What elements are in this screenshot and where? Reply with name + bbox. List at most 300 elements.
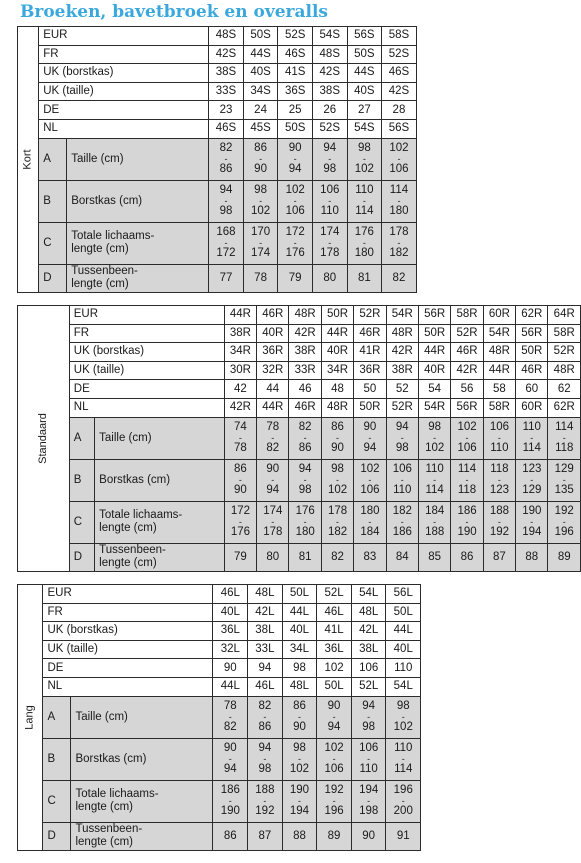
size-cell: 98 [282, 659, 317, 678]
size-system-label: FR [39, 45, 209, 64]
range-dash: - [293, 238, 297, 249]
measurement-letter: B [39, 180, 67, 222]
range-dash: - [297, 712, 301, 723]
size-cell: 44S [243, 45, 278, 64]
measurement-cell [213, 696, 248, 738]
range-dash: - [271, 517, 275, 528]
size-system-label: NL [69, 398, 224, 417]
size-cell: 56 [451, 380, 483, 399]
measurement-value: 98 [254, 184, 267, 197]
measurement-row [18, 138, 417, 180]
measurement-cell [516, 459, 548, 501]
range-dash: - [238, 433, 242, 444]
measurement-cell [386, 780, 421, 822]
measurement-cell [289, 501, 321, 543]
size-cell: 48R [289, 306, 321, 325]
measurement-cell [483, 501, 515, 543]
measurement-value: 83 [363, 550, 377, 563]
range-dash: - [224, 154, 228, 165]
size-cell: 46R [289, 398, 321, 417]
section-label [18, 27, 39, 293]
size-cell: 56R [451, 398, 483, 417]
size-cell: 42S [209, 45, 244, 64]
size-cell: 50L [282, 585, 317, 604]
measurement-cell [289, 417, 321, 459]
range-dash: - [397, 154, 401, 165]
measurement-value: 86 [298, 442, 312, 455]
measurement-value: 102 [285, 184, 305, 197]
range-dash: - [367, 754, 371, 765]
range-dash: - [238, 475, 242, 486]
size-cell: 26 [312, 101, 347, 120]
measurement-value: 129 [554, 463, 574, 476]
measurement-value: 176 [354, 226, 374, 239]
measurement-value: 82 [298, 421, 312, 434]
measurement-value: 186 [220, 784, 240, 797]
measurement-value: 82 [223, 721, 237, 734]
measurement-value: 86 [254, 142, 267, 155]
measurement-cell [347, 180, 382, 222]
measurement-cell [317, 696, 352, 738]
measurement-row [18, 822, 421, 850]
measurement-label: Borstkas (cm) [67, 180, 209, 222]
measurement-value: 102 [360, 463, 380, 476]
measurement-value: 98 [219, 205, 233, 218]
size-cell: 24 [243, 101, 278, 120]
measurement-value: 106 [285, 205, 305, 218]
measurement-cell [248, 738, 283, 780]
range-dash: - [497, 475, 501, 486]
measurement-cell [347, 264, 382, 292]
measurement-value: 188 [489, 505, 509, 518]
size-cell: 50R [418, 324, 450, 343]
size-row [18, 119, 417, 138]
measurement-value: 85 [428, 550, 442, 563]
measurement-value: 102 [289, 763, 310, 776]
measurement-value: 178 [327, 505, 348, 518]
measurement-cell [548, 417, 581, 459]
measurement-cell [243, 180, 278, 222]
size-cell: 33L [248, 640, 283, 659]
size-cell: 25 [278, 101, 313, 120]
size-cell: 48L [248, 585, 283, 604]
measurement-value: 98 [298, 484, 312, 497]
measurement-cell [278, 138, 313, 180]
size-cell: 94 [248, 659, 283, 678]
size-system-label: NL [39, 119, 209, 138]
range-dash: - [400, 433, 404, 444]
measurement-value: 78 [254, 271, 267, 284]
measurement-cell [257, 501, 289, 543]
measurement-value: 176 [230, 526, 250, 539]
section-name: Standaard [36, 412, 49, 464]
measurement-cell [483, 459, 515, 501]
size-cell: 40R [257, 324, 289, 343]
range-dash: - [238, 517, 242, 528]
measurement-value: 186 [392, 526, 412, 539]
measurement-cell [289, 543, 321, 571]
measurement-value: 98 [395, 442, 409, 455]
measurement-value: 94 [223, 763, 237, 776]
measurement-value: 80 [323, 271, 337, 284]
range-dash: - [362, 154, 366, 165]
measurement-label: Totale lichaams- lengte (cm) [67, 222, 209, 264]
measurement-value: 106 [324, 763, 344, 776]
measurement-cell [354, 417, 386, 459]
measurement-cell [516, 501, 548, 543]
range-dash: - [228, 796, 232, 807]
measurement-value: 114 [522, 442, 541, 455]
size-cell: 34S [243, 82, 278, 101]
measurement-cell [347, 222, 382, 264]
size-cell: 62 [548, 380, 581, 399]
measurement-value: 86 [258, 721, 272, 734]
measurement-cell [224, 501, 256, 543]
measurement-row [18, 696, 421, 738]
measurement-cell [351, 696, 386, 738]
size-cell: 46S [209, 119, 244, 138]
size-cell: 48S [312, 45, 347, 64]
size-cell: 58 [483, 380, 515, 399]
size-cell: 50S [243, 27, 278, 46]
measurement-value: 190 [457, 526, 477, 539]
measurement-cell [382, 264, 417, 292]
section-label [18, 585, 43, 851]
range-dash: - [397, 196, 401, 207]
range-dash: - [433, 517, 437, 528]
size-cell: 45S [243, 119, 278, 138]
size-cell: 48L [282, 677, 317, 696]
measurement-cell [282, 738, 317, 780]
size-cell: 48S [209, 27, 244, 46]
measurement-row [18, 738, 421, 780]
measurement-letter: B [69, 459, 94, 501]
range-dash: - [263, 796, 267, 807]
page-title: Broeken, bavetbroek en overalls [20, 2, 329, 22]
size-row [18, 64, 417, 83]
measurement-cell [321, 417, 353, 459]
size-cell: 46R [354, 324, 386, 343]
measurement-value: 102 [457, 421, 477, 434]
size-system-label: EUR [69, 306, 224, 325]
size-cell: 30R [224, 361, 256, 380]
size-row [18, 45, 417, 64]
measurement-value: 174 [250, 247, 271, 260]
range-dash: - [336, 475, 340, 486]
size-cell: 90 [213, 659, 248, 678]
range-dash: - [562, 517, 566, 528]
size-cell: 58R [483, 398, 515, 417]
measurement-value: 194 [522, 526, 542, 539]
size-cell: 52S [312, 119, 347, 138]
size-system-label: DE [39, 101, 209, 120]
size-cell: 33S [209, 82, 244, 101]
measurement-value: 192 [255, 805, 275, 818]
size-table-kort [17, 26, 417, 293]
measurement-value: 86 [460, 550, 474, 563]
range-dash: - [368, 475, 372, 486]
measurement-value: 82 [258, 700, 272, 713]
range-dash: - [336, 433, 340, 444]
measurement-value: 114 [389, 184, 409, 197]
measurement-cell [321, 501, 353, 543]
size-cell: 58R [548, 324, 581, 343]
measurement-value: 90 [362, 829, 376, 842]
measurement-value: 102 [393, 721, 413, 734]
measurement-value: 90 [327, 700, 341, 713]
size-cell: 58S [382, 27, 417, 46]
size-cell: 36S [278, 82, 313, 101]
measurement-value: 94 [298, 463, 312, 476]
measurement-value: 78 [223, 700, 237, 713]
measurement-cell [382, 138, 417, 180]
measurement-value: 102 [324, 742, 344, 755]
measurement-letter: B [43, 738, 71, 780]
size-cell: 38R [386, 361, 418, 380]
size-system-label: DE [69, 380, 224, 399]
measurement-cell [386, 822, 421, 850]
measurement-cell [386, 417, 418, 459]
measurement-value: 82 [266, 442, 280, 455]
measurement-value: 114 [457, 463, 477, 476]
measurement-value: 94 [288, 163, 302, 176]
size-cell: 52L [351, 677, 386, 696]
measurement-cell [243, 138, 278, 180]
measurement-label: Taille (cm) [67, 138, 209, 180]
measurement-value: 106 [457, 442, 477, 455]
size-cell: 44R [224, 306, 256, 325]
measurement-value: 98 [323, 163, 337, 176]
range-dash: - [530, 433, 534, 444]
measurement-value: 89 [557, 550, 571, 563]
size-system-label: UK (taille) [69, 361, 224, 380]
measurement-cell [354, 501, 386, 543]
measurement-cell [213, 780, 248, 822]
measurement-cell [418, 543, 450, 571]
measurement-cell [209, 222, 244, 264]
measurement-value: 178 [389, 226, 409, 239]
measurement-value: 110 [425, 463, 444, 476]
range-dash: - [297, 754, 301, 765]
measurement-value: 180 [354, 247, 374, 260]
measurement-cell [209, 180, 244, 222]
size-cell: 36L [317, 640, 352, 659]
size-cell: 56R [418, 306, 450, 325]
size-row [18, 398, 581, 417]
measurement-value: 77 [219, 271, 233, 284]
size-system-label: DE [43, 659, 213, 678]
size-cell: 48 [321, 380, 353, 399]
measurement-value: 110 [393, 484, 412, 497]
measurement-value: 90 [288, 142, 302, 155]
measurement-value: 86 [331, 421, 344, 434]
measurement-value: 172 [285, 226, 305, 239]
measurement-value: 190 [522, 505, 542, 518]
measurement-cell [451, 501, 483, 543]
size-cell: 54R [386, 306, 418, 325]
size-cell: 50L [317, 677, 352, 696]
measurement-value: 186 [457, 505, 477, 518]
size-cell: 48R [483, 343, 515, 362]
measurement-value: 114 [425, 484, 444, 497]
measurement-cell [418, 417, 450, 459]
size-system-label: UK (taille) [43, 640, 213, 659]
measurement-value: 194 [359, 784, 379, 797]
range-dash: - [497, 517, 501, 528]
range-dash: - [368, 517, 372, 528]
measurement-cell [354, 459, 386, 501]
measurement-value: 81 [357, 271, 371, 284]
size-cell: 48R [321, 398, 353, 417]
size-row [18, 101, 417, 120]
size-cell: 50R [516, 343, 548, 362]
size-cell: 54S [312, 27, 347, 46]
measurement-cell [386, 696, 421, 738]
range-dash: - [433, 475, 437, 486]
measurement-value: 78 [234, 442, 247, 455]
range-dash: - [328, 154, 332, 165]
size-cell: 50L [386, 603, 421, 622]
measurement-value: 110 [355, 184, 374, 197]
measurement-value: 106 [489, 421, 509, 434]
size-cell: 52S [278, 27, 313, 46]
size-cell: 44R [418, 343, 450, 362]
size-cell: 50S [278, 119, 313, 138]
size-cell: 27 [347, 101, 382, 120]
measurement-value: 82 [219, 142, 233, 155]
measurement-value: 123 [522, 463, 542, 476]
size-system-label: UK (borstkas) [69, 343, 224, 362]
measurement-cell [321, 543, 353, 571]
size-cell: 52L [317, 585, 352, 604]
measurement-cell [354, 543, 386, 571]
size-cell: 46L [317, 603, 352, 622]
measurement-row [18, 264, 417, 292]
size-cell: 36L [213, 622, 248, 641]
measurement-cell [243, 222, 278, 264]
size-system-label: EUR [39, 27, 209, 46]
measurement-value: 114 [355, 205, 374, 218]
size-cell: 23 [209, 101, 244, 120]
measurement-value: 192 [324, 784, 344, 797]
measurement-value: 110 [320, 205, 339, 218]
measurement-cell [386, 459, 418, 501]
measurement-value: 180 [389, 205, 409, 218]
range-dash: - [401, 796, 405, 807]
measurement-letter: C [39, 222, 67, 264]
range-dash: - [228, 754, 232, 765]
measurement-cell [516, 543, 548, 571]
range-dash: - [362, 196, 366, 207]
measurement-cell [312, 180, 347, 222]
size-system-label: FR [69, 324, 224, 343]
size-cell: 40L [386, 640, 421, 659]
range-dash: - [530, 475, 534, 486]
measurement-cell [282, 780, 317, 822]
size-row [18, 27, 417, 46]
measurement-cell [282, 822, 317, 850]
measurement-row [18, 543, 581, 571]
measurement-value: 81 [298, 550, 312, 563]
range-dash: - [259, 154, 263, 165]
size-cell: 42R [386, 343, 418, 362]
size-cell: 62R [516, 306, 548, 325]
measurement-value: 88 [293, 829, 306, 842]
size-cell: 34R [321, 361, 353, 380]
size-cell: 42L [351, 622, 386, 641]
size-cell: 41R [354, 343, 386, 362]
measurement-letter: C [43, 780, 71, 822]
measurement-letter: C [69, 501, 94, 543]
measurement-cell [257, 459, 289, 501]
size-cell: 42R [451, 361, 483, 380]
size-cell: 44R [483, 361, 515, 380]
size-cell: 46R [451, 343, 483, 362]
measurement-value: 182 [389, 247, 409, 260]
measurement-cell [548, 543, 581, 571]
measurement-value: 94 [363, 442, 377, 455]
measurement-value: 190 [220, 805, 240, 818]
measurement-value: 118 [457, 484, 477, 497]
size-cell: 50R [321, 306, 353, 325]
measurement-value: 106 [359, 742, 379, 755]
measurement-value: 180 [295, 526, 315, 539]
range-dash: - [400, 517, 404, 528]
size-row [18, 324, 581, 343]
size-table [17, 584, 421, 851]
measurement-value: 86 [293, 700, 306, 713]
measurement-cell [282, 696, 317, 738]
measurement-label: Tussenbeen- lengte (cm) [67, 264, 209, 292]
measurement-cell [257, 417, 289, 459]
measurement-value: 188 [425, 526, 445, 539]
size-cell: 56S [347, 27, 382, 46]
size-system-label: FR [43, 603, 213, 622]
measurement-value: 102 [389, 142, 409, 155]
measurement-cell [386, 738, 421, 780]
size-cell: 106 [351, 659, 386, 678]
size-cell: 40R [321, 343, 353, 362]
range-dash: - [362, 238, 366, 249]
size-cell: 50R [354, 398, 386, 417]
size-cell: 48R [386, 324, 418, 343]
size-cell: 41S [278, 64, 313, 83]
size-cell: 50 [354, 380, 386, 399]
measurement-value: 89 [327, 829, 341, 842]
measurement-cell [321, 459, 353, 501]
measurement-cell [418, 501, 450, 543]
size-cell: 56L [386, 585, 421, 604]
measurement-value: 98 [293, 742, 306, 755]
measurement-value: 106 [320, 184, 340, 197]
measurement-cell [548, 459, 581, 501]
size-cell: 32R [257, 361, 289, 380]
size-row [18, 585, 421, 604]
measurement-value: 174 [263, 505, 283, 518]
measurement-value: 192 [489, 526, 509, 539]
measurement-value: 168 [216, 226, 236, 239]
measurement-cell [382, 222, 417, 264]
measurement-value: 110 [490, 442, 509, 455]
measurement-row [18, 417, 581, 459]
size-table-standaard [17, 305, 581, 572]
measurement-value: 98 [428, 421, 442, 434]
size-row [18, 306, 581, 325]
size-cell: 48L [351, 603, 386, 622]
measurement-cell [483, 543, 515, 571]
size-cell: 54L [351, 585, 386, 604]
size-row [18, 603, 421, 622]
